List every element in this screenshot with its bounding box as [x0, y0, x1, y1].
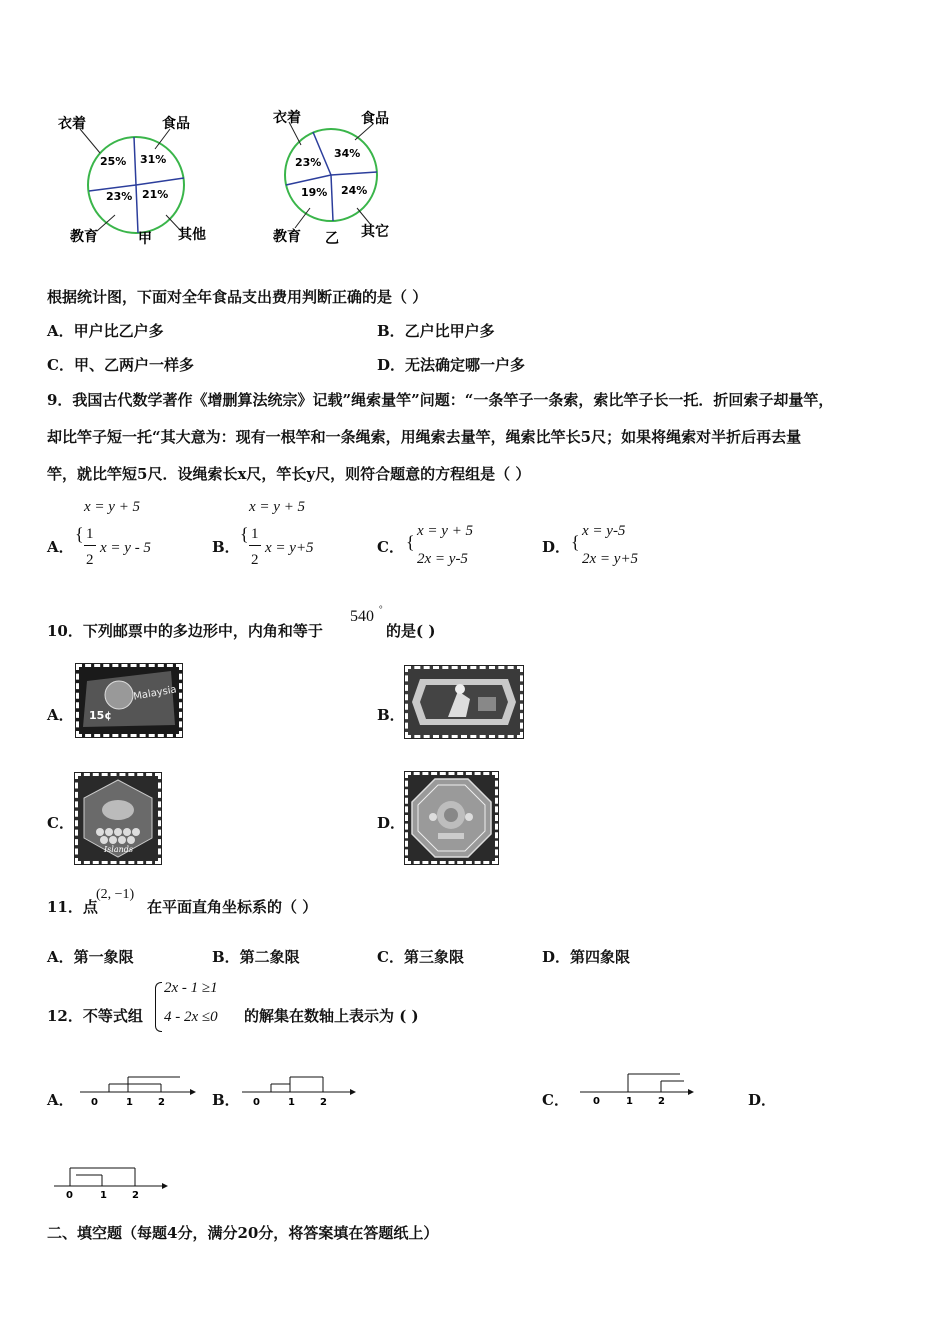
- tick-2: 2: [132, 1190, 139, 1201]
- pie-jia-clothing-label: 衣着: [58, 116, 86, 132]
- q9-a-brace: {: [75, 524, 84, 544]
- q9-option-a-label: A．: [47, 538, 74, 556]
- pie-jia-food-pct: 31%: [140, 153, 167, 166]
- pie-yi-education-label: 教育: [273, 229, 301, 245]
- q12-numberline-b[interactable]: [238, 1070, 358, 1110]
- q10-option-c-label[interactable]: C．: [47, 814, 74, 832]
- tick-2: 2: [320, 1097, 327, 1108]
- q10-stamp-d[interactable]: [405, 772, 498, 864]
- q10-degree: °: [379, 604, 383, 614]
- pie-yi-other-pct: 24%: [341, 184, 368, 197]
- q12-option-d-label[interactable]: D．: [748, 1091, 777, 1109]
- pie-yi-education-pct: 19%: [301, 186, 328, 199]
- pie-yi-clothing-label: 衣着: [273, 110, 301, 126]
- q9-c-eq2: 2x = y-5: [417, 551, 468, 567]
- q9-option-b-label: B．: [212, 538, 240, 556]
- q9-stem-line-1: 9．我国古代数学著作《增删算法统宗》记载”绳索量竿”问题：“一条竿子一条索，索比竿子长一托．折回索子却量竿，: [47, 391, 834, 409]
- q9-a-eq1: x = y + 5: [84, 499, 141, 515]
- q9-option-c-label: C．: [377, 538, 404, 556]
- q12-option-b-label[interactable]: B．: [212, 1091, 240, 1109]
- q9-d-eq1: x = y-5: [582, 523, 626, 539]
- tick-0: 0: [66, 1190, 73, 1201]
- q12-option-c-label[interactable]: C．: [542, 1091, 569, 1109]
- pie-chart-yi: [265, 100, 445, 250]
- q9-stem-line-2: 却比竿子短一托“其大意为：现有一根竿和一条绳索，用绳索去量竿，绳索比竿长5尺；如果将绳索对半折后再去量: [47, 428, 802, 446]
- stamp-c-image: [78, 776, 158, 861]
- pie-jia-education-label: 教育: [70, 229, 98, 245]
- q9-a-frac-num: 1: [86, 526, 94, 542]
- pie-jia-education-pct: 23%: [106, 190, 133, 203]
- q9-b-eq2: x = y+5: [265, 540, 314, 556]
- q8-stem: 根据统计图，下面对全年食品支出费用判断正确的是（ ）: [47, 288, 428, 306]
- q11-stem-before: 11．点: [47, 898, 98, 916]
- stamp-d-image: [408, 775, 495, 861]
- pie-chart-jia: [50, 105, 230, 250]
- q12-ineq1: 2x - 1 ≥1: [164, 980, 218, 996]
- q8-option-a[interactable]: A．甲户比乙户多: [47, 322, 164, 340]
- q10-option-b-label[interactable]: B．: [377, 706, 405, 724]
- q9-stem-line-3: 竿，就比竿短5尺．设绳索长x尺，竿长y尺，则符合题意的方程组是（ ）: [47, 465, 531, 483]
- q9-a-frac-den: 2: [86, 552, 94, 568]
- q9-d-brace: {: [571, 532, 580, 552]
- tick-0: 0: [91, 1097, 98, 1108]
- q10-stem-before: 10．下列邮票中的多边形中，内角和等于: [47, 622, 323, 640]
- pie-jia-food-label: 食品: [162, 116, 190, 132]
- q9-b-frac-bar: [249, 545, 261, 546]
- q9-b-eq1: x = y + 5: [249, 499, 306, 515]
- q8-option-d[interactable]: D．无法确定哪一户多: [377, 356, 526, 374]
- pie-yi-food-pct: 34%: [334, 147, 361, 160]
- tick-2: 2: [658, 1096, 665, 1107]
- q10-option-a-label[interactable]: A．: [47, 706, 74, 724]
- tick-1: 1: [100, 1190, 107, 1201]
- q10-value: 540: [350, 608, 374, 625]
- q12-brace: [155, 982, 162, 1032]
- q9-a-eq2: x = y - 5: [100, 540, 151, 556]
- q11-point: (2, −1): [96, 887, 135, 902]
- pie-yi-food-label: 食品: [361, 111, 389, 127]
- q11-option-c[interactable]: C．第三象限: [377, 948, 464, 966]
- q9-b-frac-den: 2: [251, 552, 259, 568]
- tick-1: 1: [126, 1097, 133, 1108]
- pie-yi-name: 乙: [325, 231, 339, 247]
- section-2-heading: 二、填空题（每题4分，满分20分，将答案填在答题纸上）: [47, 1224, 439, 1242]
- pie-yi-clothing-pct: 23%: [295, 156, 322, 169]
- q9-a-frac-bar: [84, 545, 96, 546]
- pie-yi-other-label: 其它: [361, 224, 389, 240]
- q11-option-a[interactable]: A．第一象限: [47, 948, 134, 966]
- q11-option-b[interactable]: B．第二象限: [212, 948, 300, 966]
- q12-option-a-label[interactable]: A．: [47, 1091, 74, 1109]
- stamp-a-image: [79, 667, 179, 734]
- q9-c-brace: {: [406, 532, 415, 552]
- q10-stamp-c[interactable]: [75, 773, 161, 864]
- pie-jia-other-label: 其他: [178, 227, 206, 243]
- q11-option-d[interactable]: D．第四象限: [542, 948, 631, 966]
- tick-1: 1: [288, 1097, 295, 1108]
- q12-stem-before: 12．不等式组: [47, 1007, 143, 1025]
- tick-0: 0: [593, 1096, 600, 1107]
- q9-b-frac-num: 1: [251, 526, 259, 542]
- q11-stem-after: 在平面直角坐标系的（ ）: [147, 898, 318, 916]
- tick-0: 0: [253, 1097, 260, 1108]
- q12-numberline-c[interactable]: [576, 1068, 696, 1108]
- q8-option-b[interactable]: B．乙户比甲户多: [377, 322, 495, 340]
- stamp-a-country: Malaysia: [132, 684, 178, 703]
- tick-2: 2: [158, 1097, 165, 1108]
- tick-1: 1: [626, 1096, 633, 1107]
- q12-ineq2: 4 - 2x ≤0: [164, 1009, 218, 1025]
- stamp-a-value: 15¢: [89, 709, 112, 722]
- q12-stem-after: 的解集在数轴上表示为 ( ): [244, 1007, 419, 1025]
- q9-b-brace: {: [240, 524, 249, 544]
- stamp-c-caption: Islands: [104, 845, 133, 854]
- q10-stamp-b[interactable]: [405, 666, 523, 738]
- q9-d-eq2: 2x = y+5: [582, 551, 639, 567]
- q12-numberline-d[interactable]: [50, 1162, 170, 1202]
- pie-jia-name: 甲: [138, 231, 152, 247]
- q10-stamp-a[interactable]: [76, 664, 182, 737]
- stamp-b-image: [408, 669, 520, 735]
- q9-option-d-label: D．: [542, 538, 571, 556]
- q8-option-c[interactable]: C．甲、乙两户一样多: [47, 356, 194, 374]
- pie-jia-clothing-pct: 25%: [100, 155, 127, 168]
- q12-numberline-a[interactable]: [76, 1070, 196, 1110]
- q9-c-eq1: x = y + 5: [417, 523, 474, 539]
- pie-jia-other-pct: 21%: [142, 188, 169, 201]
- q10-option-d-label[interactable]: D．: [377, 814, 406, 832]
- q10-stem-after: 的是( ): [386, 622, 436, 640]
